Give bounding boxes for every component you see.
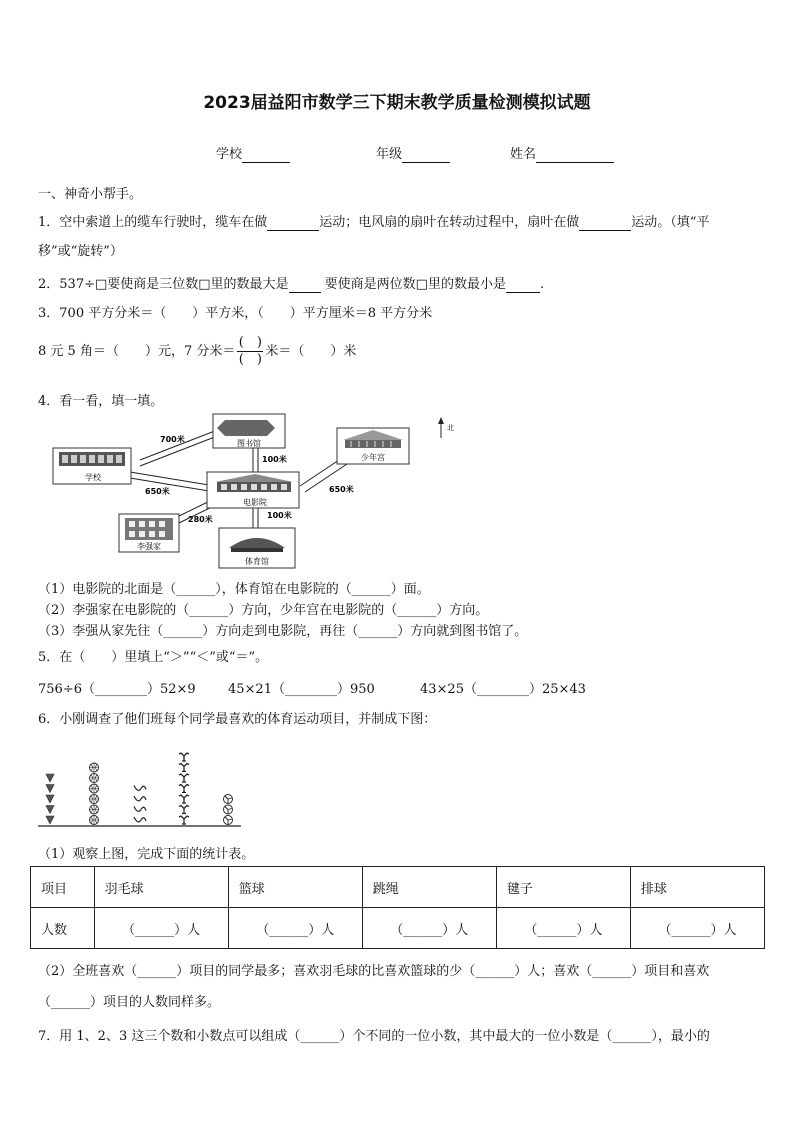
question-5-title: 5．在（ ）里填上“＞”“＜”或“＝”。 [38,650,269,665]
name-field: 姓名 [510,143,614,163]
q2-blank-1[interactable] [289,277,321,293]
shuttlecock-icon [46,785,54,793]
fraction[interactable]: $\frac{( )}{( )}$ [238,335,262,367]
li-qiang-home-label: 李强家 [137,542,161,551]
q1-blank-1[interactable] [267,215,319,231]
table-row [31,908,765,949]
question-4-title: 4．看一看，填一填。 [38,394,164,409]
li-qiang-home-building [119,514,179,552]
distance-school-cinema: 650米 [145,487,170,496]
question-4-sub1: （1）电影院的北面是（______），体育馆在电影院的（______）面。 [38,582,430,597]
volleyball-icon [224,795,233,804]
shuttlecock-icon [46,806,54,814]
table-header-cell: 项目 [31,867,95,908]
shuttlecock-kick-icon [179,795,189,803]
basketball-icon [90,816,99,825]
shuttlecock-kick-icon [179,764,189,772]
grade-blank[interactable] [402,147,450,163]
jump-rope-icon [134,807,146,812]
table-header-cell: 跳绳 [362,867,496,908]
table-answer-cell[interactable]: （______）人 [228,908,362,949]
cinema-label: 电影院 [243,498,267,507]
location-map [45,410,465,572]
question-4-sub3: （3）李强从家先往（______）方向走到电影院，再往（______）方向就到图书馆了。 [38,624,528,639]
table-answer-cell[interactable]: （______）人 [362,908,496,949]
gym-label: 体育馆 [245,557,269,566]
table-header-cell: 羽毛球 [94,867,228,908]
youth-palace-label: 少年宫 [361,453,385,462]
question-7: 7．用 1、2、3 这三个数和小数点可以组成（______）个不同的一位小数，其中最大的一位小数是（______），最小的 [38,1029,710,1044]
basketball-icon [90,795,99,804]
basketball-icon [90,763,99,772]
cinema-building [207,472,299,508]
north-label: 北 [447,424,454,432]
sports-stats-table [30,866,765,949]
shuttlecock-icon [46,774,54,782]
question-6-sub1: （1）观察上图，完成下面的统计表。 [38,847,255,862]
distance-cinema-youth: 650米 [329,485,354,494]
school-field: 学校 [216,143,290,163]
school-building [53,448,131,484]
sports-pictograph [36,734,246,830]
name-blank[interactable] [536,147,614,163]
table-header-cell: 篮球 [228,867,362,908]
youth-palace-building [337,428,409,464]
question-1-cont: 移”或“旋转”） [38,244,123,259]
gym-building [219,528,295,568]
compare-1[interactable]: 756÷6（________）52×9 [38,682,196,697]
school-blank[interactable] [242,147,290,163]
question-4-sub2: （2）李强家在电影院的（______）方向，少年宫在电影院的（______）方向。 [38,603,489,618]
table-header-cell: 排球 [630,867,764,908]
library-label: 图书馆 [237,439,261,448]
table-header-cell: 毽子 [496,867,630,908]
table-cell: 人数 [31,908,95,949]
question-6-sub2-line1: （2）全班喜欢（______）项目的同学最多；喜欢羽毛球的比喜欢篮球的少（______）人；喜欢（______）项目和喜欢 [38,964,710,979]
question-2: 2．537÷□要使商是三位数□里的数最大是 要使商是两位数□里的数最小是 . [38,277,545,292]
table-row [31,867,765,908]
jump-rope-icon [134,786,146,791]
shuttlecock-icon [46,816,54,824]
question-3-line2: 8 元 5 角＝（ ）元，7 分米＝ $\frac{( )}{( )}$ 米＝（ ）米 [38,335,357,367]
grade-field: 年级 [376,143,450,163]
volleyball-icon [224,805,233,814]
north-arrow-icon [438,417,454,438]
shuttlecock-kick-icon [179,753,189,761]
page-title: 2023届益阳市数学三下期末教学质量检测模拟试题 [203,93,591,113]
shuttlecock-kick-icon [179,785,189,793]
shuttlecock-kick-icon [179,774,189,782]
question-1: 1．空中索道上的缆车行驶时，缆车在做 运动；电风扇的扇叶在转动过程中，扇叶在做 运动。（填“平 [38,215,710,230]
distance-school-library: 700米 [160,435,185,444]
table-answer-cell[interactable]: （______）人 [496,908,630,949]
jump-rope-icon [134,817,146,822]
question-6-sub2-line2: （______）项目的人数同样多。 [38,995,221,1010]
school-label: 学校 [85,473,101,482]
question-6-title: 6．小刚调查了他们班每个同学最喜欢的体育运动项目，并制成下图： [38,712,437,727]
q2-blank-2[interactable] [506,277,540,293]
distance-li-cinema: 280米 [188,515,213,524]
shuttlecock-kick-icon [179,816,189,824]
q1-blank-2[interactable] [579,215,631,231]
distance-cinema-gym: 100米 [267,511,292,520]
jump-rope-icon [134,796,146,801]
basketball-icon [90,774,99,783]
library-building [213,414,285,448]
table-answer-cell[interactable]: （______）人 [94,908,228,949]
section-heading: 一、神奇小帮手。 [38,187,143,202]
volleyball-icon [224,816,233,825]
basketball-icon [90,784,99,793]
distance-library-cinema: 100米 [262,455,287,464]
shuttlecock-icon [46,795,54,803]
compare-3[interactable]: 43×25（________）25×43 [420,682,586,697]
table-answer-cell[interactable]: （______）人 [630,908,764,949]
basketball-icon [90,805,99,814]
shuttlecock-kick-icon [179,806,189,814]
question-3-line1: 3．700 平方分米＝（ ）平方米，（ ）平方厘米＝8 平方分米 [38,306,433,321]
compare-2[interactable]: 45×21（________）950 [228,682,375,697]
